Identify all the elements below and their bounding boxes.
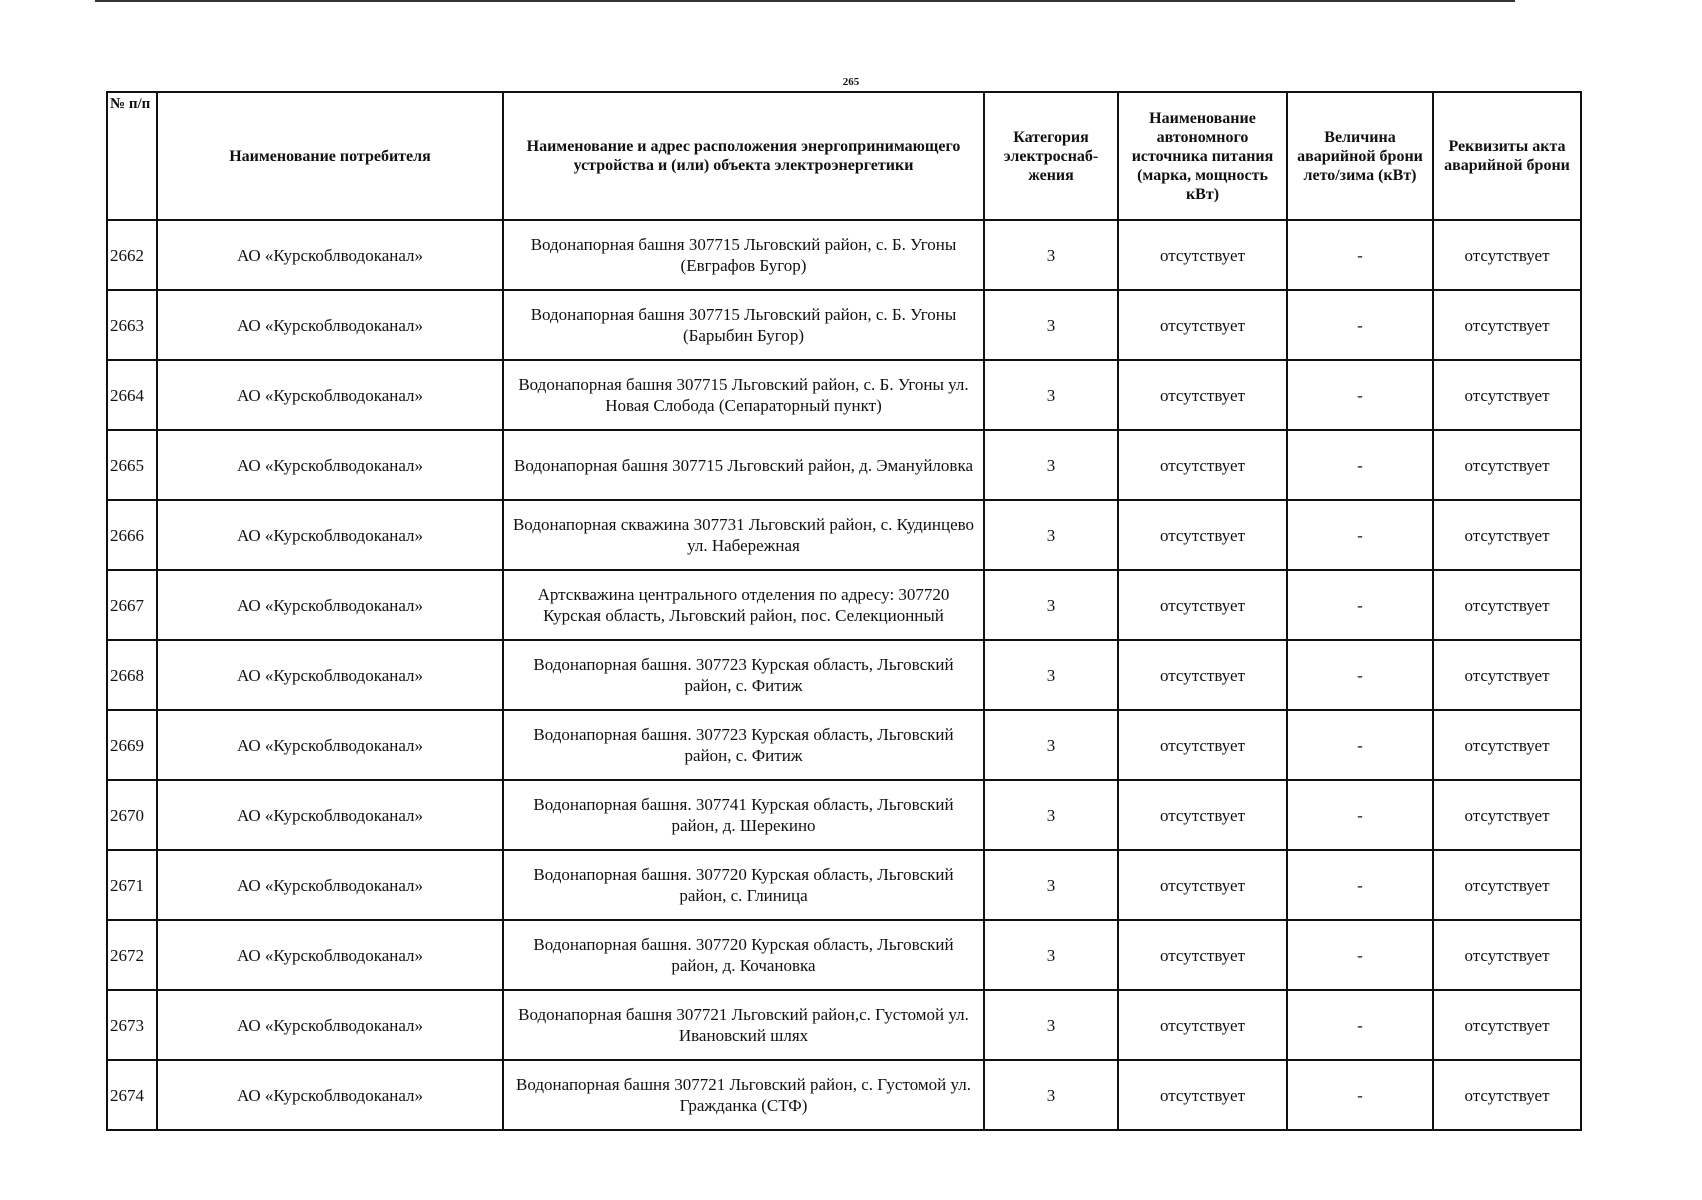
row-act: отсутствует bbox=[1433, 360, 1581, 430]
table-row bbox=[107, 1060, 1581, 1130]
row-power-source: отсутствует bbox=[1118, 780, 1287, 850]
row-num: 2666 bbox=[107, 500, 157, 570]
row-act: отсутствует bbox=[1433, 920, 1581, 990]
row-object: Водонапорная башня 307715 Льговский район, с. Б. Угоны (Евграфов Бугор) bbox=[503, 220, 984, 290]
table-row bbox=[107, 500, 1581, 570]
row-consumer: АО «Курскоблводоканал» bbox=[157, 640, 503, 710]
row-reserve: - bbox=[1287, 430, 1433, 500]
row-reserve: - bbox=[1287, 990, 1433, 1060]
row-num: 2664 bbox=[107, 360, 157, 430]
header-power-source: Наименование автономного источника питания (марка, мощность кВт) bbox=[1118, 92, 1287, 220]
row-power-source: отсутствует bbox=[1118, 360, 1287, 430]
row-category: 3 bbox=[984, 220, 1118, 290]
row-act: отсутствует bbox=[1433, 220, 1581, 290]
header-object: Наименование и адрес расположения энергопринимающего устройства и (или) объекта электроэнергетики bbox=[503, 92, 984, 220]
header-act: Реквизиты акта аварийной брони bbox=[1433, 92, 1581, 220]
row-act: отсутствует bbox=[1433, 640, 1581, 710]
row-num: 2671 bbox=[107, 850, 157, 920]
row-act: отсутствует bbox=[1433, 500, 1581, 570]
table-row bbox=[107, 990, 1581, 1060]
row-category: 3 bbox=[984, 920, 1118, 990]
row-num: 2667 bbox=[107, 570, 157, 640]
row-act: отсутствует bbox=[1433, 850, 1581, 920]
row-power-source: отсутствует bbox=[1118, 1060, 1287, 1130]
row-num: 2662 bbox=[107, 220, 157, 290]
row-act: отсутствует bbox=[1433, 290, 1581, 360]
row-reserve: - bbox=[1287, 850, 1433, 920]
header-num: № п/п bbox=[107, 92, 157, 220]
row-category: 3 bbox=[984, 500, 1118, 570]
row-power-source: отсутствует bbox=[1118, 920, 1287, 990]
row-consumer: АО «Курскоблводоканал» bbox=[157, 850, 503, 920]
table-row bbox=[107, 220, 1581, 290]
row-consumer: АО «Курскоблводоканал» bbox=[157, 430, 503, 500]
row-consumer: АО «Курскоблводоканал» bbox=[157, 1060, 503, 1130]
row-object: Артскважина центрального отделения по адресу: 307720 Курская область, Льговский район, пос. Селекционный bbox=[503, 570, 984, 640]
row-power-source: отсутствует bbox=[1118, 850, 1287, 920]
header-row bbox=[107, 92, 1581, 220]
table-row bbox=[107, 640, 1581, 710]
row-object: Водонапорная башня. 307720 Курская область, Льговский район, д. Кочановка bbox=[503, 920, 984, 990]
row-object: Водонапорная башня. 307723 Курская область, Льговский район, с. Фитиж bbox=[503, 710, 984, 780]
row-num: 2669 bbox=[107, 710, 157, 780]
table-row bbox=[107, 430, 1581, 500]
row-category: 3 bbox=[984, 780, 1118, 850]
row-object: Водонапорная башня 307715 Льговский район, д. Эмануйловка bbox=[503, 430, 984, 500]
row-act: отсутствует bbox=[1433, 1060, 1581, 1130]
table-row bbox=[107, 710, 1581, 780]
row-consumer: АО «Курскоблводоканал» bbox=[157, 990, 503, 1060]
row-act: отсутствует bbox=[1433, 990, 1581, 1060]
row-act: отсутствует bbox=[1433, 570, 1581, 640]
row-reserve: - bbox=[1287, 1060, 1433, 1130]
table-row bbox=[107, 290, 1581, 360]
row-power-source: отсутствует bbox=[1118, 290, 1287, 360]
row-object: Водонапорная башня 307721 Льговский район, с. Густомой ул. Гражданка (СТФ) bbox=[503, 1060, 984, 1130]
row-consumer: АО «Курскоблводоканал» bbox=[157, 500, 503, 570]
row-category: 3 bbox=[984, 640, 1118, 710]
row-consumer: АО «Курскоблводоканал» bbox=[157, 920, 503, 990]
table-row bbox=[107, 570, 1581, 640]
row-num: 2673 bbox=[107, 990, 157, 1060]
row-consumer: АО «Курскоблводоканал» bbox=[157, 780, 503, 850]
row-category: 3 bbox=[984, 710, 1118, 780]
row-power-source: отсутствует bbox=[1118, 570, 1287, 640]
row-object: Водонапорная башня 307721 Льговский район,с. Густомой ул. Ивановский шлях bbox=[503, 990, 984, 1060]
row-num: 2672 bbox=[107, 920, 157, 990]
table-row bbox=[107, 920, 1581, 990]
row-reserve: - bbox=[1287, 780, 1433, 850]
row-reserve: - bbox=[1287, 500, 1433, 570]
row-num: 2665 bbox=[107, 430, 157, 500]
row-object: Водонапорная башня. 307741 Курская область, Льговский район, д. Шерекино bbox=[503, 780, 984, 850]
row-consumer: АО «Курскоблводоканал» bbox=[157, 710, 503, 780]
row-reserve: - bbox=[1287, 360, 1433, 430]
row-act: отсутствует bbox=[1433, 710, 1581, 780]
table-row bbox=[107, 360, 1581, 430]
header-reserve: Величина аварийной брони лето/зима (кВт) bbox=[1287, 92, 1433, 220]
row-num: 2668 bbox=[107, 640, 157, 710]
table-row bbox=[107, 780, 1581, 850]
row-reserve: - bbox=[1287, 640, 1433, 710]
row-category: 3 bbox=[984, 850, 1118, 920]
row-power-source: отсутствует bbox=[1118, 430, 1287, 500]
table-row bbox=[107, 850, 1581, 920]
row-reserve: - bbox=[1287, 710, 1433, 780]
row-consumer: АО «Курскоблводоканал» bbox=[157, 570, 503, 640]
row-category: 3 bbox=[984, 990, 1118, 1060]
row-reserve: - bbox=[1287, 220, 1433, 290]
row-category: 3 bbox=[984, 360, 1118, 430]
page-number: 265 bbox=[842, 76, 860, 88]
row-num: 2670 bbox=[107, 780, 157, 850]
row-power-source: отсутствует bbox=[1118, 990, 1287, 1060]
consumer-table bbox=[106, 91, 1582, 1131]
row-object: Водонапорная скважина 307731 Льговский район, с. Кудинцево ул. Набережная bbox=[503, 500, 984, 570]
row-object: Водонапорная башня 307715 Льговский район, с. Б. Угоны (Барыбин Бугор) bbox=[503, 290, 984, 360]
row-category: 3 bbox=[984, 430, 1118, 500]
row-power-source: отсутствует bbox=[1118, 710, 1287, 780]
row-power-source: отсутствует bbox=[1118, 220, 1287, 290]
row-power-source: отсутствует bbox=[1118, 500, 1287, 570]
row-reserve: - bbox=[1287, 570, 1433, 640]
row-object: Водонапорная башня 307715 Льговский район, с. Б. Угоны ул. Новая Слобода (Сепараторный пункт) bbox=[503, 360, 984, 430]
row-consumer: АО «Курскоблводоканал» bbox=[157, 290, 503, 360]
row-object: Водонапорная башня. 307720 Курская область, Льговский район, с. Глиница bbox=[503, 850, 984, 920]
row-num: 2674 bbox=[107, 1060, 157, 1130]
header-category: Категория электроснаб-жения bbox=[984, 92, 1118, 220]
row-object: Водонапорная башня. 307723 Курская область, Льговский район, с. Фитиж bbox=[503, 640, 984, 710]
row-reserve: - bbox=[1287, 920, 1433, 990]
row-power-source: отсутствует bbox=[1118, 640, 1287, 710]
scan-edge-line bbox=[95, 0, 1515, 2]
row-num: 2663 bbox=[107, 290, 157, 360]
row-consumer: АО «Курскоблводоканал» bbox=[157, 220, 503, 290]
row-act: отсутствует bbox=[1433, 780, 1581, 850]
row-category: 3 bbox=[984, 1060, 1118, 1130]
header-consumer: Наименование потребителя bbox=[157, 92, 503, 220]
row-act: отсутствует bbox=[1433, 430, 1581, 500]
row-consumer: АО «Курскоблводоканал» bbox=[157, 360, 503, 430]
row-category: 3 bbox=[984, 290, 1118, 360]
row-reserve: - bbox=[1287, 290, 1433, 360]
row-category: 3 bbox=[984, 570, 1118, 640]
